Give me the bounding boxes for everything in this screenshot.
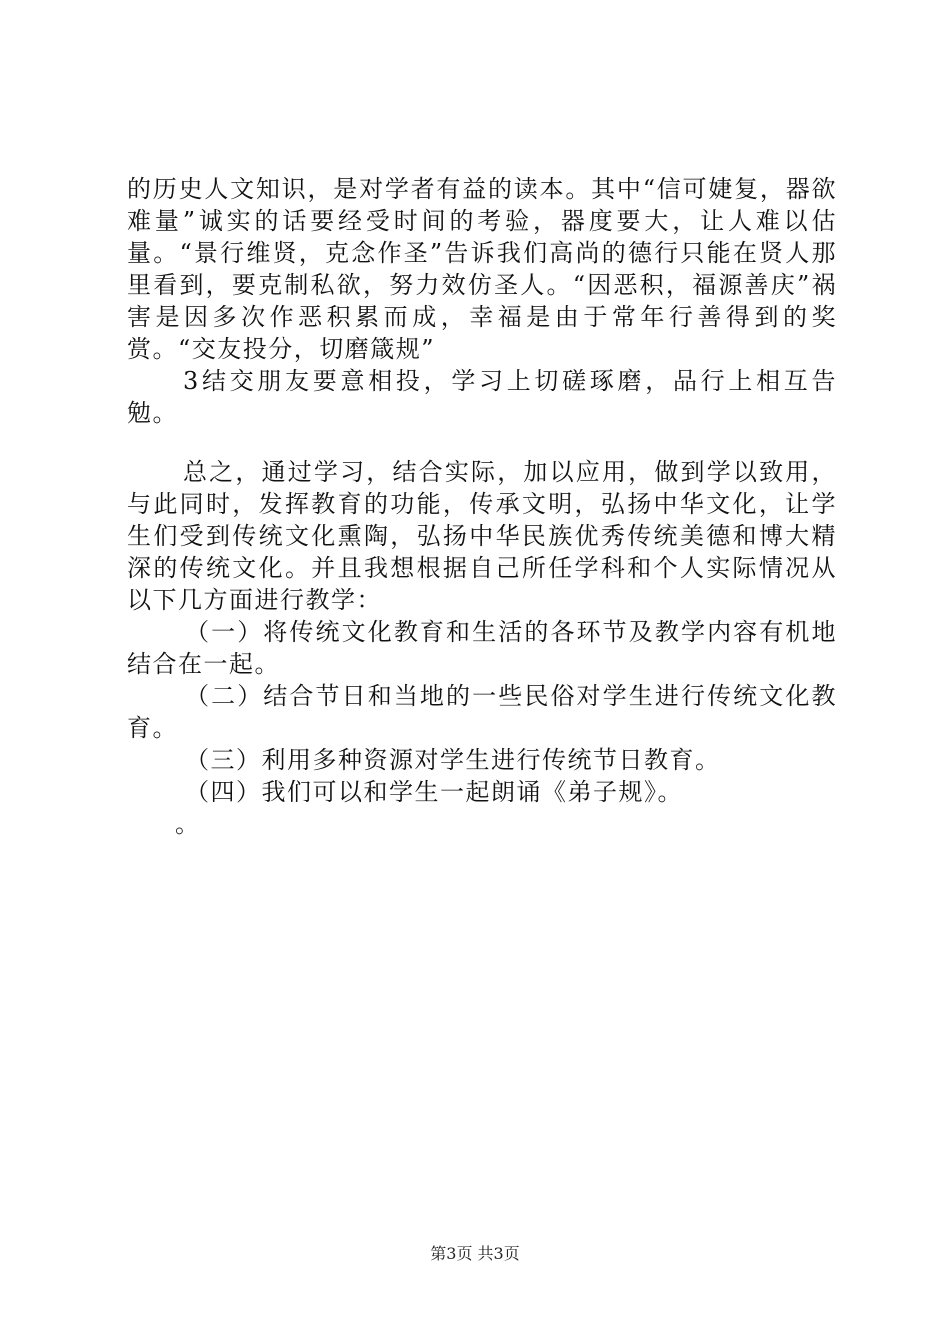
list-item-1: （一）将传统文化教育和生活的各环节及教学内容有机地结合在一起。 bbox=[127, 618, 837, 678]
document-body bbox=[127, 173, 837, 840]
list-item-4: （四）我们可以和学生一起朗诵《弟子规》。 bbox=[185, 778, 683, 806]
paragraph-summary: 总之，通过学习，结合实际，加以应用，做到学以致用，与此同时，发挥教育的功能，传承文明，弘扬中华文化，让学生们受到传统文化熏陶，弘扬中华民族优秀传统美德和博大精深的传统文化。并且我想根据自己所任学科和个人实际情况从以下几方面进行教学： bbox=[127, 458, 837, 614]
trailing-period: 。 bbox=[175, 810, 201, 838]
list-item-2: （二）结合节日和当地的一些民俗对学生进行传统文化教育。 bbox=[127, 682, 837, 742]
list-item-3: （三）利用多种资源对学生进行传统节日教育。 bbox=[185, 746, 721, 774]
page-footer: 第3页 共3页 bbox=[430, 1244, 520, 1263]
paragraph-continued: 的历史人文知识，是对学者有益的读本。其中“信可婕复，器欲难量”诚实的话要经受时间的考验，器度要大，让人难以估量。“景行维贤，克念作圣”告诉我们高尚的德行只能在贤人那里看到，要克制私欲，努力效仿圣人。“因恶积，福源善庆”祸害是因多次作恶积累而成，幸福是由于常年行善得到的奖赏。“交友投分，切磨箴规” bbox=[127, 175, 837, 363]
paragraph-gap bbox=[127, 429, 837, 456]
paragraph-friendship: 3结交朋友要意相投，学习上切磋琢磨，品行上相互告勉。 bbox=[127, 367, 837, 427]
